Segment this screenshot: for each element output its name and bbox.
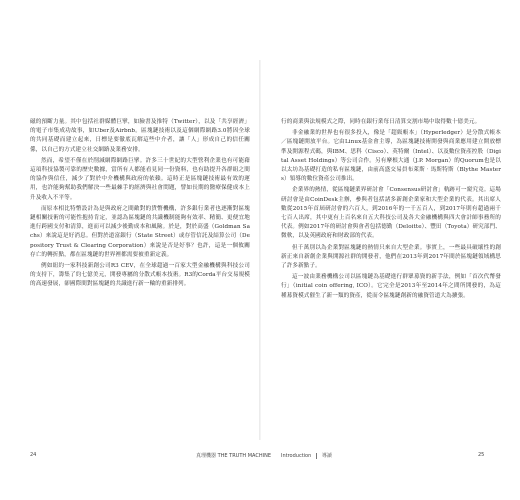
right-paragraph-4: 但千萬別以為企業對區塊鏈的熱情只來自大型企業。事實上，一些最具破壞性的創新正來自新創企業與開源社群的開發者，他們在2013年到2017年間於區塊鏈領域構思了許多新點子。 <box>281 244 501 270</box>
book-gutter <box>259 60 261 440</box>
right-paragraph-2: 非金融業的世界也有很多投入，像是「超級帳本」（Hyperledger）是分散式帳本／區塊鏈開放平台。它由Linux基金會主導，為區塊鏈技術開發與商業應用建立開放標準及開源程式碼，與IBM、思科（Cisco）、英特爾（Intel）、以及數位資產控股（Digital Asset Holdings）等公司合作。另有摩根大通（J.P. Morgan）的Quorum也是以以太坊為基礎打造的私有區塊鏈，由前高盛交易員布萊斯‧馬斯特斯（Blythe Masters）領導的數位資產公司推出。 <box>281 130 501 183</box>
left-paragraph-4: 例如紐約一家科技新創公司R3 CEV，在全球超過一百家大型金融機構與科技公司的支持下，籌集了約七億美元，開發專屬的分散式帳本技術。R3的Corda平台交易規模的高速發展，卻國際間對區塊鏈的共識進行新一輪的重新排列。 <box>30 263 250 288</box>
right-paragraph-1: 行的商業與法規模式之際，同時在銀行業每日清算交割市場中取得數十億美元。 <box>281 119 481 125</box>
left-paragraph-2: 然而，希望不僅在於削減網際網路巨擘。許多三十世紀的大型營利企業也有可能藉這項科技協製可靠的歷史數據，當所有人都能看見同一份資料，也有助提升各群組之間的協作與信任，減少了對於中介機構與政府的依賴。這時正是區塊鏈技術最有效的運用，也許能夠幫助我們解決一些最棘手的經濟與社會問題，譬如長期的醫療保健成本上升及收入不平等。 <box>30 157 250 201</box>
right-running-head <box>281 452 332 459</box>
left-paragraph-1: 磁的預斷力量。其中包括社群媒體巨擘，如臉書及推特（Twitter），以及「共享經濟」的電子市集成功故事，如Uber及Airbnb。區塊鏈技術以及這個網際網路3.0將因全球的共同基礎而建立起來，日標是要徹底瓦解這些中介者，讓「人」形成自己的信任關係，以自己的方式建立社交網路及業務安排。 <box>30 119 250 153</box>
running-head-english: Introduction <box>281 453 312 459</box>
right-page-number: 25 <box>478 452 485 458</box>
book-spread <box>0 60 520 459</box>
left-page-number: 24 <box>30 452 37 458</box>
right-paragraph-3: 企業界的熱情，從區塊鏈業界研討會「Consensus研討會」軌跡可一窺究竟。這場研討會是由CoinDesk主辦，參與者包括諸多新創企業家和大型企業的代表。其出席人數從2015年首屆研討會的六百人，到2016年的一千五百人，到2017年則有超過兩千七百人出席，其中更有上百名來自五大科技公司及各大金融機構與四大會計師事務所的代表。例如2017年的研討會與會者包括德勤（Deloitte）、豐田（Toyota）研究部門、微軟，以及英國政府和財政部的代表。 <box>281 187 501 240</box>
right-paragraph-5: 這一波由業務機構公司以區塊鏈為基礎進行群眾募資的新手法，例如「首次代幣發行」（initial coin offering, ICO）。它完全是2013年至2014年之間所開發的，為這種募資模式催生了新一類的資產，從而令區塊鏈創新的融資管道大為擴張。 <box>281 274 501 299</box>
left-book-title: 真理機器 THE TRUTH MACHINE <box>196 453 272 459</box>
right-page <box>281 118 501 303</box>
running-head-separator <box>316 453 317 459</box>
running-head-chinese: 導讀 <box>321 453 332 459</box>
left-paragraph-3: 而原本相比特幣設計為是與政府之間敵對的貨幣機構，許多銀行業者也逐漸對區塊鏈相關技術的可能性抱持肯定，並認為區塊鏈的共識機制能夠有效率、精簡、更便宜地進行跨國支付和清算，進而可以減少後勤成本和風險。於是，對於高盛（Goldman Sachs）來說這是好消息。但對於道富銀行（State Street）或存管信託及結算公司（Depository Trust & Clearing Corporation）來說是否是好事？也許，這是一個攸關存亡的轉折點，都在區塊鏈的世界裡都需要被重新定義。 <box>30 205 250 258</box>
left-page <box>30 118 250 292</box>
